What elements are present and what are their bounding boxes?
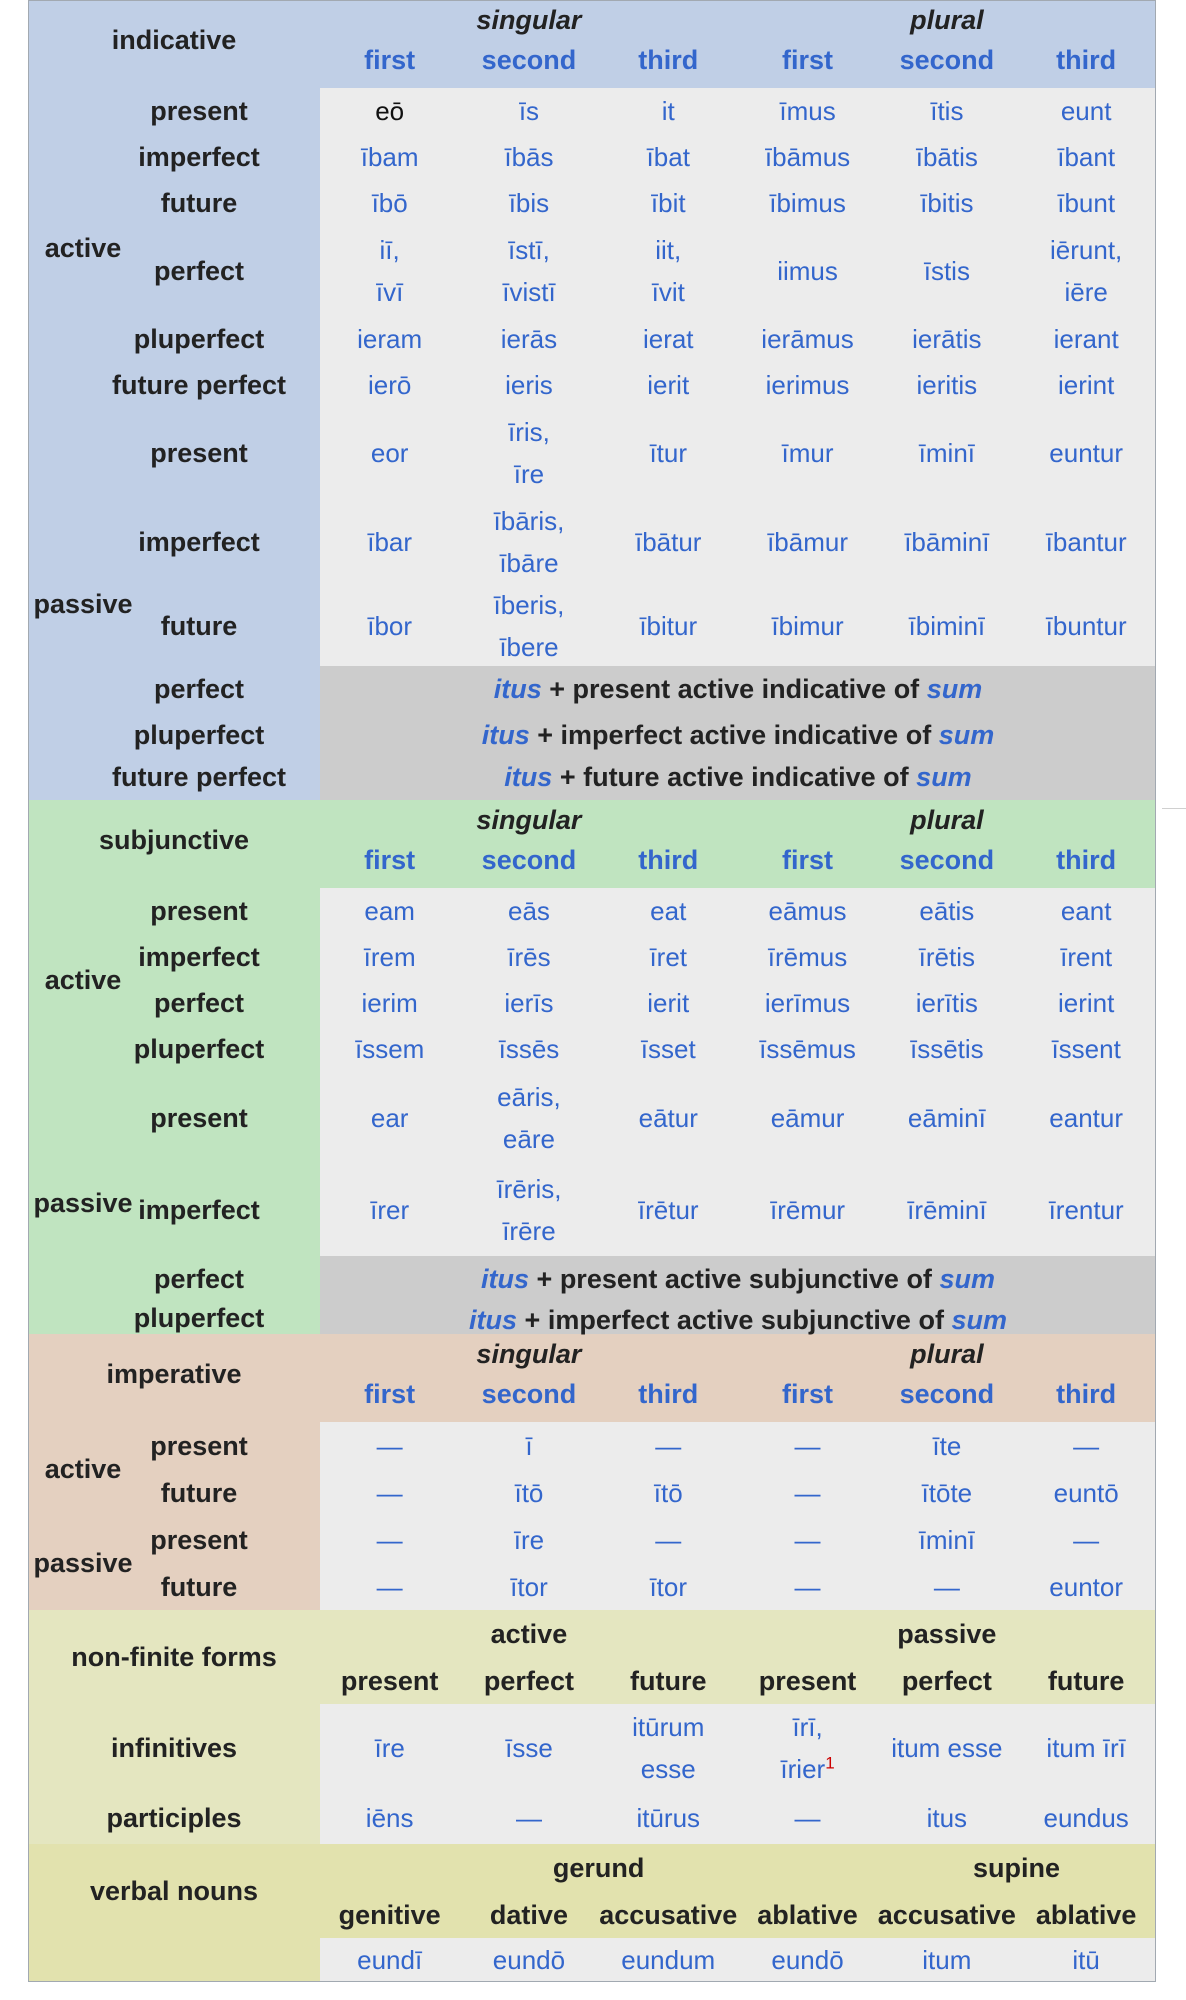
case-header: accusative: [877, 1899, 1016, 1930]
participle-form[interactable]: itūrus: [636, 1803, 701, 1833]
sum-link[interactable]: sum: [951, 1304, 1007, 1335]
indicative-p_imperfect-form[interactable]: [459, 498, 598, 586]
subjunctive-imperfect-form[interactable]: īrent: [1060, 942, 1113, 972]
participle-link[interactable]: itus: [504, 761, 553, 792]
indicative-imperfect-form[interactable]: ībam: [360, 142, 419, 172]
row-label-p_perfect: perfect: [153, 1264, 245, 1294]
imperative-a_present-form: —: [376, 1430, 403, 1461]
nonfinite-title: non-finite forms: [71, 1642, 277, 1672]
indicative-future-form[interactable]: ībimus: [769, 188, 846, 218]
imperative-p_future-form: —: [794, 1571, 821, 1602]
subjunctive-pluperfect-form[interactable]: īssēmus: [759, 1034, 856, 1064]
verbal-noun-form[interactable]: eundum: [621, 1945, 716, 1975]
indicative-p_future-form[interactable]: ībiminī: [908, 611, 986, 641]
row-label-imperfect: imperfect: [138, 942, 260, 972]
indicative-perfect-form-line[interactable]: īstī,: [507, 235, 550, 265]
subjunctive-present-form[interactable]: eat: [650, 896, 687, 926]
subjunctive-perfect-form[interactable]: ierītis: [915, 988, 978, 1018]
sum-link[interactable]: sum: [938, 719, 995, 750]
indicative-imperfect-form[interactable]: ībant: [1057, 142, 1116, 172]
periphrastic-text: + imperfect active indicative of: [529, 719, 939, 750]
indicative-pluperfect-form[interactable]: ierās: [500, 324, 558, 354]
periphrastic-text: + imperfect active subjunctive of: [517, 1304, 952, 1335]
subjunctive-perfect-form[interactable]: ierīmus: [764, 988, 851, 1018]
singular-header: singular: [476, 805, 582, 835]
indicative-future_perfect-form[interactable]: ierō: [367, 370, 412, 400]
row-label-p_perfect: perfect: [153, 674, 245, 704]
indicative-p_present-form[interactable]: euntur: [1049, 438, 1124, 468]
periphrastic-p_perfect: [320, 666, 1156, 712]
participle-link[interactable]: itus: [481, 1263, 530, 1294]
imperative-p_present-form: —: [1073, 1524, 1100, 1555]
mood-label-indicative: indicative: [111, 25, 237, 55]
verbal-noun-form[interactable]: eundō: [771, 1945, 844, 1975]
indicative-pluperfect-form[interactable]: ierāmus: [761, 324, 854, 354]
subjunctive-p_imperfect-form-line[interactable]: īrēre: [502, 1216, 556, 1246]
participle-link[interactable]: itus: [493, 673, 542, 704]
verbal-noun-form[interactable]: itum: [922, 1945, 972, 1975]
mood-label-imperative: imperative: [106, 1359, 242, 1389]
subjunctive-present-form[interactable]: eātis: [919, 896, 975, 926]
subjunctive-p_imperfect-form[interactable]: īrēmur: [769, 1195, 846, 1225]
case-header: accusative: [599, 1899, 738, 1930]
voice-label-passive: passive: [33, 1548, 133, 1578]
infinitive-form[interactable]: [599, 1704, 738, 1792]
active-header: active: [490, 1618, 568, 1649]
indicative-p_future-form[interactable]: ībimur: [771, 611, 844, 641]
imperative-a_present-form: —: [794, 1430, 821, 1461]
subjunctive-p_present-form[interactable]: eāmur: [770, 1103, 845, 1133]
indicative-perfect-form-line[interactable]: iērunt,: [1050, 235, 1123, 265]
imperative-p_future-form[interactable]: ītor: [510, 1571, 548, 1602]
person-header[interactable]: third: [638, 1379, 699, 1409]
indicative-p_imperfect-form[interactable]: ībātur: [634, 527, 702, 557]
tense-header: perfect: [901, 1665, 992, 1696]
participle-link[interactable]: itus: [481, 719, 530, 750]
imperative-a_present-form[interactable]: īte: [932, 1430, 962, 1461]
indicative-perfect-form[interactable]: [320, 226, 459, 316]
periphrastic-text: + future active indicative of: [552, 761, 917, 792]
indicative-present-form[interactable]: ītis: [930, 96, 964, 126]
row-label-p_pluperfect: pluperfect: [133, 1303, 265, 1333]
indicative-future_perfect-form[interactable]: ierit: [647, 370, 690, 400]
subjunctive-p_present-form[interactable]: eantur: [1049, 1103, 1124, 1133]
row-label-future_perfect: future perfect: [111, 370, 287, 400]
imperative-p_present-form: —: [655, 1524, 682, 1555]
row-label-a_present: present: [150, 1430, 248, 1461]
person-header[interactable]: third: [1056, 45, 1117, 75]
subjunctive-perfect-form[interactable]: ierīs: [504, 988, 554, 1018]
infinitive-form-line[interactable]: itūrum: [632, 1712, 705, 1742]
indicative-present-form[interactable]: īs: [518, 96, 540, 126]
person-header[interactable]: third: [1056, 1379, 1117, 1409]
plural-header: plural: [910, 805, 984, 835]
subjunctive-p_present-form[interactable]: eāminī: [907, 1103, 986, 1133]
row-label-present: present: [150, 896, 248, 926]
imperative-p_present-form[interactable]: īre: [513, 1524, 545, 1555]
voice-label-active: active: [44, 1454, 122, 1484]
plural-header: plural: [910, 5, 984, 35]
indicative-p_imperfect-form[interactable]: ībāminī: [904, 527, 990, 557]
indicative-present-form: eō: [375, 96, 405, 126]
indicative-future_perfect-form[interactable]: ieris: [505, 370, 553, 400]
indicative-p_present-form[interactable]: [459, 408, 598, 498]
subjunctive-p_imperfect-form[interactable]: [459, 1164, 598, 1256]
indicative-p_imperfect-form-line[interactable]: ībāris,: [493, 506, 565, 536]
subjunctive-p_present-form[interactable]: [459, 1072, 598, 1164]
row-label-p_future_perfect: future perfect: [111, 762, 287, 792]
person-header[interactable]: first: [782, 845, 834, 875]
verbal-nouns-title: verbal nouns: [89, 1876, 259, 1906]
row-label-perfect: perfect: [153, 256, 245, 286]
subjunctive-p_present-form-line[interactable]: eāre: [502, 1124, 555, 1154]
indicative-present-form[interactable]: īmus: [779, 96, 836, 126]
row-label-pluperfect: pluperfect: [133, 1034, 265, 1064]
subjunctive-pluperfect-form[interactable]: īssēs: [498, 1034, 560, 1064]
infinitive-form-line[interactable]: īrier$^1$: [780, 1753, 835, 1784]
tense-header: present: [340, 1665, 439, 1696]
periphrastic-p_future_perfect: [320, 754, 1156, 800]
tense-header: perfect: [483, 1665, 574, 1696]
case-header: dative: [489, 1899, 568, 1930]
imperative-a_future-form: —: [794, 1477, 821, 1508]
imperative-p_future-form: —: [933, 1571, 960, 1602]
indicative-p_imperfect-form-line[interactable]: ībāre: [499, 548, 559, 578]
row-label-present: present: [150, 96, 248, 126]
indicative-perfect-form-line[interactable]: iēre: [1064, 277, 1108, 307]
indicative-perfect-form[interactable]: [459, 226, 598, 316]
indicative-p_imperfect-form[interactable]: ībar: [367, 527, 413, 557]
person-header[interactable]: first: [364, 845, 416, 875]
row-label-a_future: future: [160, 1477, 238, 1508]
row-label-pluperfect: pluperfect: [133, 324, 265, 354]
subjunctive-pluperfect-form[interactable]: īsset: [640, 1034, 696, 1064]
person-header[interactable]: second: [899, 845, 995, 875]
subjunctive-imperfect-form[interactable]: īret: [649, 942, 688, 972]
indicative-perfect-form-line[interactable]: īvistī: [502, 277, 556, 307]
periphrastic-p_pluperfect: [320, 712, 1156, 758]
imperative-p_future-form[interactable]: ītor: [649, 1571, 688, 1602]
row-label-p_pluperfect: pluperfect: [133, 720, 265, 750]
imperative-p_future-form[interactable]: euntor: [1049, 1571, 1124, 1602]
subjunctive-p_present-form[interactable]: eātur: [638, 1103, 698, 1133]
row-label-p_future: future: [160, 1571, 238, 1602]
imperative-p_future-form: —: [376, 1571, 403, 1602]
participle-form[interactable]: eundus: [1043, 1803, 1129, 1833]
person-header[interactable]: second: [481, 845, 577, 875]
voice-label-active: active: [44, 233, 122, 263]
subjunctive-imperfect-form[interactable]: īrēmus: [767, 942, 848, 972]
subjunctive-p_imperfect-form-line[interactable]: īrēris,: [496, 1174, 562, 1204]
row-label-p_imperfect: imperfect: [138, 1195, 260, 1225]
case-header: genitive: [338, 1899, 441, 1930]
indicative-pluperfect-form[interactable]: ierant: [1053, 324, 1119, 354]
subjunctive-p_present-form[interactable]: ear: [370, 1103, 409, 1133]
participle-form[interactable]: itus: [926, 1803, 968, 1833]
person-header[interactable]: second: [481, 45, 577, 75]
subjunctive-p_imperfect-form[interactable]: īrētur: [637, 1195, 699, 1225]
subjunctive-present-form[interactable]: eant: [1060, 896, 1112, 926]
tense-header: future: [629, 1665, 707, 1696]
subjunctive-p_imperfect-form[interactable]: īrer: [370, 1195, 410, 1225]
indicative-pluperfect-form[interactable]: ierat: [642, 324, 694, 354]
voice-label-active: active: [44, 965, 122, 995]
sum-link[interactable]: sum: [926, 673, 983, 704]
case-header: ablative: [1035, 1899, 1137, 1930]
row-label-p_present: present: [150, 1524, 248, 1555]
participle-form: —: [794, 1803, 821, 1833]
subjunctive-pluperfect-form[interactable]: īssem: [354, 1034, 425, 1064]
plural-header: plural: [910, 1339, 984, 1369]
indicative-perfect-form[interactable]: iimus: [777, 256, 838, 286]
subjunctive-p_imperfect-form[interactable]: īrēminī: [907, 1195, 987, 1225]
singular-header: singular: [476, 5, 582, 35]
imperative-a_future-form[interactable]: ītōte: [921, 1477, 973, 1508]
row-label-p_present: present: [150, 438, 248, 468]
indicative-perfect-form-line[interactable]: iit,: [655, 235, 682, 265]
infinitive-form[interactable]: itum esse: [891, 1733, 1003, 1763]
imperative-p_present-form: —: [376, 1524, 403, 1555]
imperative-p_present-form: —: [794, 1524, 821, 1555]
indicative-imperfect-form[interactable]: ībātis: [915, 142, 978, 172]
periphrastic-text: + present active subjunctive of: [529, 1263, 940, 1294]
person-header[interactable]: second: [899, 45, 995, 75]
row-label-p_future: future: [160, 611, 238, 641]
indicative-imperfect-form[interactable]: ībāmus: [764, 142, 851, 172]
tense-header: future: [1047, 1665, 1125, 1696]
infinitive-form[interactable]: īre: [374, 1733, 405, 1763]
row-label-perfect: perfect: [153, 988, 245, 1018]
indicative-future_perfect-form[interactable]: ierimus: [765, 370, 850, 400]
subjunctive-perfect-form[interactable]: ierim: [361, 988, 418, 1018]
indicative-imperfect-form[interactable]: ībās: [504, 142, 554, 172]
verbal-noun-form[interactable]: eundī: [357, 1945, 423, 1975]
imperative-a_future-form: —: [376, 1477, 403, 1508]
indicative-p_future-form[interactable]: ībor: [367, 611, 413, 641]
row-label-participles: participles: [106, 1803, 242, 1833]
row-label-p_imperfect: imperfect: [138, 527, 260, 557]
gerund-header: gerund: [552, 1852, 645, 1883]
person-header[interactable]: first: [364, 45, 416, 75]
person-header[interactable]: first: [782, 45, 834, 75]
indicative-p_future-form[interactable]: [459, 586, 598, 666]
imperative-a_present-form[interactable]: ī: [525, 1430, 533, 1461]
person-header[interactable]: first: [364, 1379, 416, 1409]
voice-label-passive: passive: [33, 1188, 133, 1218]
person-header[interactable]: third: [638, 45, 699, 75]
verbal-noun-form[interactable]: eundō: [492, 1945, 566, 1975]
indicative-perfect-form-line[interactable]: iī,: [379, 235, 400, 265]
supine-header: supine: [972, 1852, 1060, 1883]
indicative-p_future-form-line[interactable]: īberis,: [493, 590, 565, 620]
indicative-future-form[interactable]: ībitis: [920, 188, 974, 218]
imperative-a_present-form: —: [655, 1430, 682, 1461]
person-header[interactable]: third: [1056, 845, 1117, 875]
indicative-future-form[interactable]: ībis: [508, 188, 550, 218]
infinitive-form[interactable]: itum īrī: [1046, 1733, 1126, 1763]
indicative-p_present-form[interactable]: eor: [370, 438, 409, 468]
subjunctive-pluperfect-form[interactable]: īssētis: [909, 1034, 984, 1064]
subjunctive-present-form[interactable]: eāmus: [768, 896, 847, 926]
indicative-imperfect-form[interactable]: ībat: [646, 142, 690, 172]
indicative-future_perfect-form[interactable]: ierint: [1057, 370, 1115, 400]
conjugation-table: [28, 0, 1156, 1982]
subjunctive-present-form[interactable]: eam: [364, 896, 415, 926]
indicative-p_future-form[interactable]: ībuntur: [1045, 611, 1127, 641]
row-label-imperfect: imperfect: [138, 142, 260, 172]
voice-label-passive: passive: [33, 589, 133, 619]
sum-link[interactable]: sum: [939, 1263, 995, 1294]
infinitive-form-line[interactable]: esse: [640, 1754, 696, 1784]
infinitive-form-line[interactable]: īrī,: [792, 1712, 823, 1742]
person-header[interactable]: second: [899, 1379, 995, 1409]
subjunctive-perfect-form[interactable]: ierit: [647, 988, 690, 1018]
verbal-noun-form[interactable]: itū: [1072, 1945, 1100, 1975]
imperative-a_future-form[interactable]: ītō: [514, 1477, 544, 1508]
participle-form: —: [515, 1803, 542, 1833]
row-label-p_present: present: [150, 1103, 248, 1133]
indicative-p_present-form-line[interactable]: īre: [513, 459, 545, 489]
participle-form[interactable]: iēns: [365, 1803, 414, 1833]
infinitive-form[interactable]: īsse: [505, 1733, 553, 1763]
imperative-a_future-form[interactable]: euntō: [1053, 1477, 1119, 1508]
indicative-present-form[interactable]: eunt: [1060, 96, 1112, 126]
indicative-p_imperfect-form[interactable]: ībāmur: [767, 527, 848, 557]
subjunctive-imperfect-form[interactable]: īrem: [363, 942, 416, 972]
indicative-pluperfect-form[interactable]: ieram: [357, 324, 423, 354]
mood-label-subjunctive: subjunctive: [98, 825, 250, 855]
indicative-pluperfect-form[interactable]: ierātis: [912, 324, 982, 354]
indicative-p_present-form[interactable]: īmur: [781, 438, 834, 468]
case-header: ablative: [757, 1899, 858, 1930]
indicative-present-form[interactable]: it: [661, 96, 675, 126]
row-label-infinitives: infinitives: [110, 1733, 238, 1763]
subjunctive-imperfect-form[interactable]: īrēs: [507, 942, 551, 972]
person-header[interactable]: third: [638, 845, 699, 875]
indicative-future_perfect-form[interactable]: ieritis: [916, 370, 978, 400]
infinitive-form[interactable]: [738, 1704, 877, 1792]
indicative-perfect-form[interactable]: [599, 226, 738, 316]
footnote-marker[interactable]: 1: [825, 1753, 835, 1773]
subjunctive-present-form[interactable]: eās: [507, 896, 550, 926]
subjunctive-perfect-form[interactable]: ierint: [1057, 988, 1115, 1018]
indicative-perfect-form-line[interactable]: īvit: [651, 277, 685, 307]
indicative-perfect-form[interactable]: īstis: [923, 256, 970, 286]
participle-link[interactable]: itus: [469, 1304, 518, 1335]
subjunctive-p_imperfect-form[interactable]: īrentur: [1048, 1195, 1124, 1225]
imperative-a_present-form: —: [1073, 1430, 1100, 1461]
indicative-p_imperfect-form[interactable]: ībantur: [1045, 527, 1127, 557]
tense-header: present: [758, 1665, 857, 1696]
periphrastic-p_perfect: [320, 1256, 1156, 1302]
indicative-p_present-form-line[interactable]: īris,: [508, 417, 550, 447]
indicative-perfect-form-line[interactable]: īvī: [375, 277, 404, 307]
person-header[interactable]: second: [481, 1379, 577, 1409]
indicative-future-form[interactable]: ībit: [650, 188, 686, 218]
passive-header: passive: [897, 1618, 997, 1649]
singular-header: singular: [476, 1339, 582, 1369]
indicative-perfect-form[interactable]: [1017, 226, 1156, 316]
indicative-future-form[interactable]: ībunt: [1057, 188, 1116, 218]
subjunctive-p_present-form-line[interactable]: eāris,: [497, 1082, 561, 1112]
row-label-future: future: [160, 188, 238, 218]
imperative-p_present-form[interactable]: īminī: [918, 1524, 975, 1555]
indicative-p_future-form-line[interactable]: ībere: [499, 632, 559, 662]
imperative-a_future-form[interactable]: ītō: [653, 1477, 683, 1508]
subjunctive-pluperfect-form[interactable]: īssent: [1051, 1034, 1121, 1064]
indicative-p_future-form[interactable]: ībitur: [639, 611, 698, 641]
indicative-future-form[interactable]: ībō: [371, 188, 408, 218]
sum-link[interactable]: sum: [916, 761, 972, 792]
person-header[interactable]: first: [782, 1379, 834, 1409]
subjunctive-imperfect-form[interactable]: īrētis: [918, 942, 975, 972]
indicative-p_present-form[interactable]: ītur: [649, 438, 688, 468]
periphrastic-text: + present active indicative of: [541, 673, 927, 704]
page-edge-line: [1162, 808, 1186, 809]
indicative-p_present-form[interactable]: īminī: [918, 438, 975, 468]
